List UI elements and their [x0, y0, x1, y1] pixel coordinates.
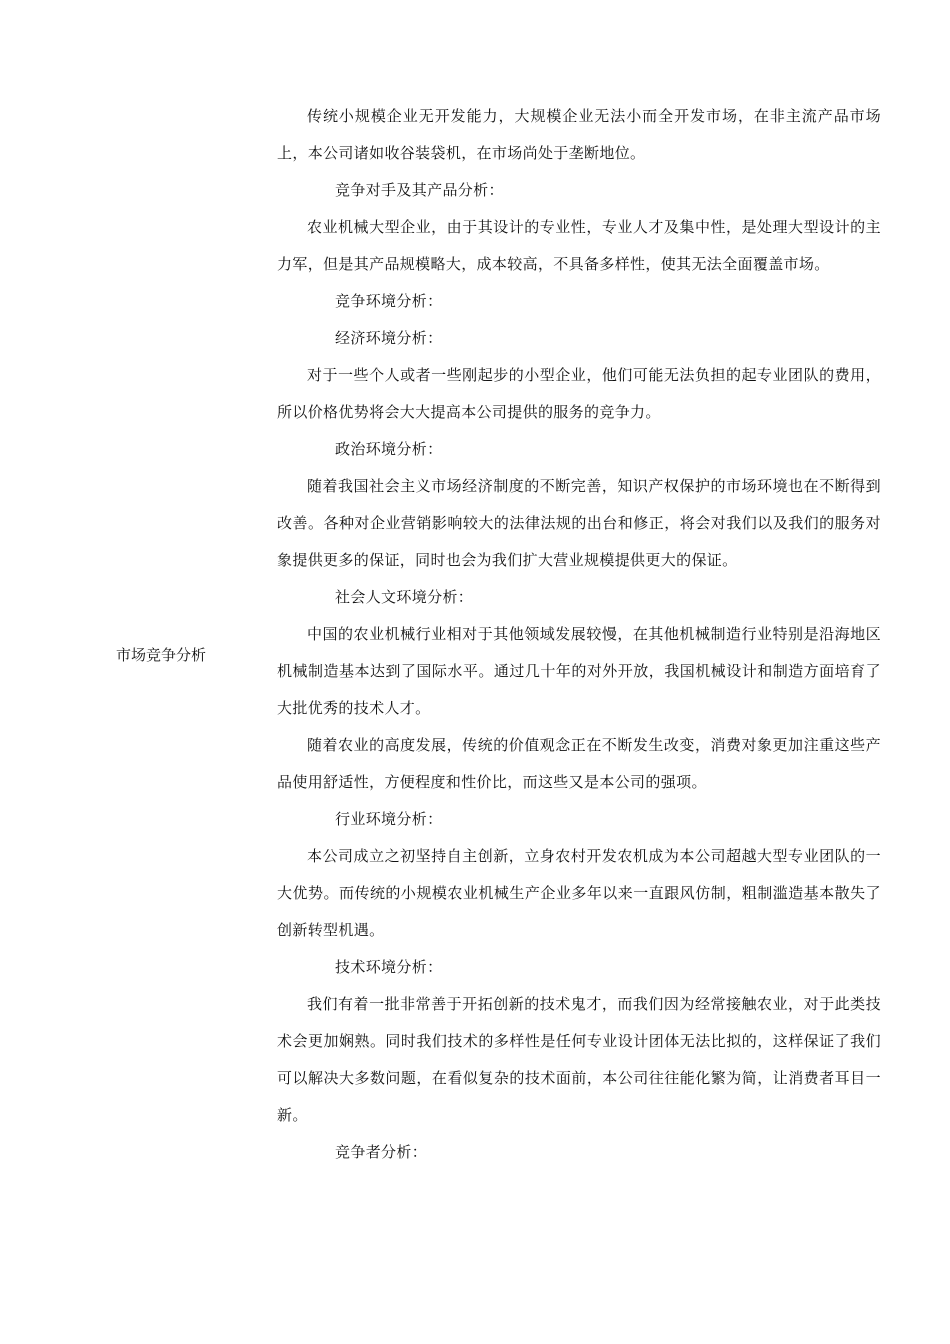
heading-economic-environment: 经济环境分析：	[335, 329, 443, 347]
section-label: 市场竞争分析	[116, 646, 207, 664]
paragraph-social-2: 随着农业的高度发展，传统的价值观念正在不断发生改变，消费对象更加注重这些产品使用舒适性，方便程度和性价比，而这些又是本公司的强项。	[277, 736, 881, 791]
heading-competitor-analysis: 竞争者分析：	[335, 1143, 428, 1161]
paragraph-social-1: 中国的农业机械行业相对于其他领域发展较慢，在其他机械制造行业特别是沿海地区机械制造基本达到了国际水平。通过几十年的对外开放，我国机械设计和制造方面培育了大批优秀的技术人才。	[277, 625, 881, 717]
heading-competitive-environment: 竞争环境分析：	[335, 292, 443, 310]
paragraph-technology: 我们有着一批非常善于开拓创新的技术鬼才，而我们因为经常接触农业，对于此类技术会更加娴熟。同时我们技术的多样性是任何专业设计团体无法比拟的，这样保证了我们可以解决大多数问题，在看似复杂的技术面前，本公司往往能化繁为简，让消费者耳目一新。	[277, 995, 881, 1124]
heading-political-environment: 政治环境分析：	[335, 440, 443, 458]
paragraph-industry: 本公司成立之初坚持自主创新，立身农村开发农机成为本公司超越大型专业团队的一大优势。而传统的小规模农业机械生产企业多年以来一直跟风仿制，粗制滥造基本散失了创新转型机遇。	[277, 847, 881, 939]
paragraph-large-enterprises: 农业机械大型企业，由于其设计的专业性，专业人才及集中性，是处理大型设计的主力军，但是其产品规模略大，成本较高，不具备多样性，使其无法全面覆盖市场。	[277, 218, 881, 273]
heading-competitor-products: 竞争对手及其产品分析：	[335, 181, 504, 199]
paragraph-political: 随着我国社会主义市场经济制度的不断完善，知识产权保护的市场环境也在不断得到改善。各种对企业营销影响较大的法律法规的出台和修正，将会对我们以及我们的服务对象提供更多的保证，同时也会为我们扩大营业规模提供更大的保证。	[277, 477, 881, 569]
paragraph-market-position: 传统小规模企业无开发能力，大规模企业无法小而全开发市场，在非主流产品市场上，本公司诸如收谷装袋机，在市场尚处于垄断地位。	[277, 107, 881, 162]
heading-technology-environment: 技术环境分析：	[335, 958, 443, 976]
paragraph-economic: 对于一些个人或者一些刚起步的小型企业，他们可能无法负担的起专业团队的费用，所以价格优势将会大大提高本公司提供的服务的竞争力。	[277, 366, 881, 421]
section-content	[277, 98, 881, 1171]
heading-social-environment: 社会人文环境分析：	[335, 588, 474, 606]
heading-industry-environment: 行业环境分析：	[335, 810, 443, 828]
